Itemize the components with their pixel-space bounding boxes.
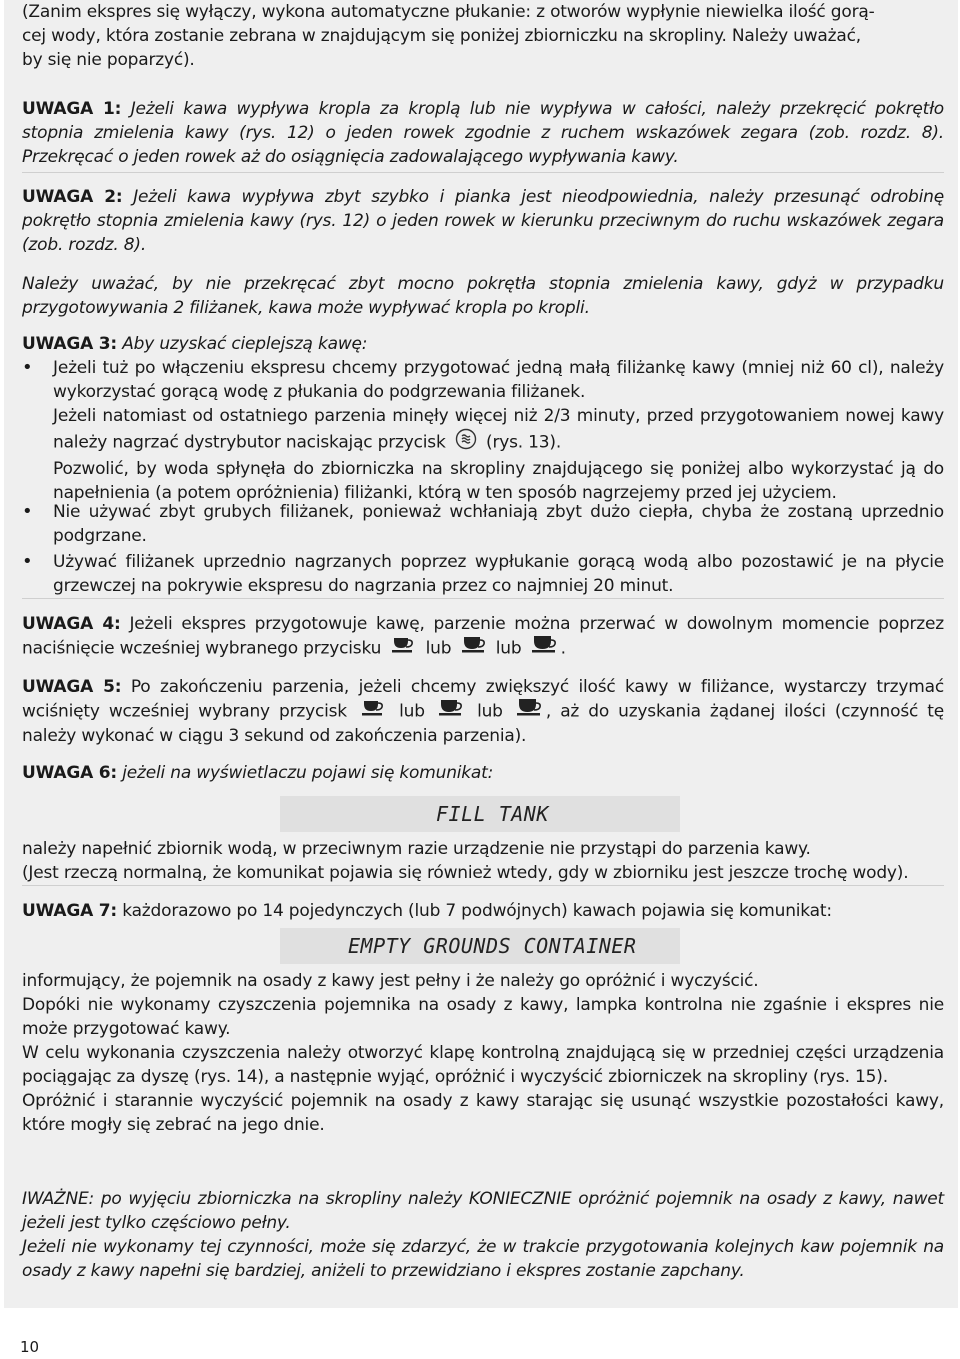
uwaga-5-paragraph xyxy=(22,675,944,748)
uwaga-5-or-1: lub xyxy=(399,701,425,722)
display-text: EMPTY GROUNDS CONTAINER xyxy=(348,934,637,958)
page-number: 10 xyxy=(20,1338,40,1356)
small-cup-icon xyxy=(360,699,386,724)
bullet-1-text-c: Pozwolić, by woda spłynęła do zbiorniczka na skropliny znajdującego się poniżej albo wykorzystać ją do napełnienia (a potem opróżnienia) filiżanki, którą w ten sposób nagrzejemy przed jej użyciem. xyxy=(53,459,944,503)
uwaga-5-text: Po zakończeniu parzenia, jeżeli chcemy zwiększyć ilość kawy w filiżance, wystarczy trzymać wciśnięty wcześniej wybrany przycisk xyxy=(22,677,944,722)
uwaga-2-label: UWAGA 2: xyxy=(22,187,123,207)
display-text: FILL TANK xyxy=(436,802,549,826)
uwaga-7-label: UWAGA 7: xyxy=(22,901,118,921)
uwaga-6-text-1: należy napełnić zbiornik wodą, w przeciwnym razie urządzenie nie przystąpi do parzenia kawy. xyxy=(22,839,811,859)
uwaga-1-label: UWAGA 1: xyxy=(22,99,122,119)
uwaga-7-p3: W celu wykonania czyszczenia należy otworzyć klapę kontrolną znajdującą się w przedniej części urządzenia pociągając za dyszę (rys. 14), a następnie wyjąć, opróżnić i wyczyścić zbiorniczek na skropliny (rys. 15). xyxy=(22,1043,944,1087)
uwaga-3-bullet-1 xyxy=(22,356,944,505)
separator xyxy=(22,172,944,173)
uwaga-4-or-2: lub xyxy=(495,638,522,659)
important-p2: Jeżeli nie wykonamy tej czynności, może się zdarzyć, że w trakcie przygotowania kolejnych kaw pojemnik na osady z kawy napełni się bardziej, aniżeli to przewidziano i ekspres zostanie zapchany. xyxy=(22,1237,944,1281)
uwaga-3-bullet-2 xyxy=(22,500,944,548)
large-cup-icon xyxy=(516,699,542,724)
bullet-1-text-b-post: (rys. 13). xyxy=(486,432,562,453)
uwaga-6-intro: jeżeli na wyświetlaczu pojawi się komunikat: xyxy=(122,763,494,783)
medium-cup-icon xyxy=(438,699,464,724)
uwaga-5-post: , aż do uzyskania żądanej ilości (czynność tę należy wykonać w ciągu 3 sekund od zakończenia parzenia). xyxy=(22,701,944,746)
uwaga-6-heading xyxy=(22,761,944,785)
uwaga-1-text: Jeżeli kawa wypływa kropla za kroplą lub nie wypływa w całości, należy przekręcić pokrętło stopnia zmielenia kawy (rys. 12) o jeden rowek zgodnie z ruchem wskazówek zegara (zob. rozdz. 8). Przekręcać o jeden rowek aż do osiągnięcia zadowalającego wypływania kawy. xyxy=(22,99,944,167)
bullet-1-text-a: Jeżeli tuż po włączeniu ekspresu chcemy przygotować jedną małą filiżankę kawy (mniej niż 60 cl), należy wykorzystać gorącą wodę z płukania do podgrzewania filiżanek. xyxy=(53,358,944,402)
display-message-fill-tank xyxy=(280,796,680,832)
uwaga-7-p2: Dopóki nie wykonamy czyszczenia pojemnika na osady z kawy, lampka kontrolna nie zgaśnie i ekspres nie może przygotować kawy. xyxy=(22,995,944,1039)
uwaga-4-paragraph xyxy=(22,612,944,661)
uwaga-4-text: Jeżeli ekspres przygotowuje kawę, parzenie można przerwać w dowolnym momencie poprzez naciśnięcie wcześniej wybranego przycisku xyxy=(22,614,944,659)
steam-button-icon xyxy=(455,428,477,457)
bullet-1-text-b-pre: Jeżeli natomiast od ostatniego parzenia minęły więcej niż 2/3 minuty, przed przygotowaniem nowej kawy należy nagrzać dystrybutor naciskając przycisk xyxy=(53,406,944,453)
uwaga-7-intro: każdorazowo po 14 pojedynczych (lub 7 podwójnych) kawach pojawia się komunikat: xyxy=(122,901,832,921)
uwaga-3-intro: Aby uzyskać cieplejszą kawę: xyxy=(122,334,368,354)
uwaga-5-label: UWAGA 5: xyxy=(22,677,122,697)
uwaga-2-text: Jeżeli kawa wypływa zbyt szybko i pianka jest nieodpowiednia, należy przesunąć odrobinę pokrętło stopnia zmielenia kawy (rys. 12) o jeden rowek w kierunku przeciwnym do ruchu wskazówek zegara (zob. rozdz. 8). xyxy=(22,187,944,255)
uwaga-4-label: UWAGA 4: xyxy=(22,614,121,634)
important-section xyxy=(22,1187,944,1283)
uwaga-6-text-2: (Jest rzeczą normalną, że komunikat pojawia się również wtedy, gdy w zbiorniku jest jeszcze trochę wody). xyxy=(22,863,909,883)
medium-cup-icon xyxy=(461,636,487,661)
uwaga-4-or-1: lub xyxy=(425,638,452,659)
uwaga-6-label: UWAGA 6: xyxy=(22,763,118,783)
bullet-2-text: Nie używać zbyt grubych filiżanek, ponieważ wchłaniają zbyt dużo ciepła, chyba że zostaną uprzednio podgrzane. xyxy=(53,502,944,546)
intro-line-3: by się nie poparzyć). xyxy=(22,50,195,70)
bullet-dot: • xyxy=(22,551,33,572)
bullet-dot: • xyxy=(22,501,33,522)
grind-note-text: Należy uważać, by nie przekręcać zbyt mocno pokrętła stopnia zmielenia kawy, gdyż w przypadku przygotowywania 2 filiżanek, kawa może wypływać kropla po kropli. xyxy=(22,274,944,318)
uwaga-3-heading xyxy=(22,332,944,356)
uwaga-7-heading xyxy=(22,899,944,923)
uwaga-5-or-2: lub xyxy=(477,701,503,722)
intro-paragraph xyxy=(22,0,944,72)
uwaga-7-p1: informujący, że pojemnik na osady z kawy jest pełny i że należy go opróżnić i wyczyścić. xyxy=(22,971,759,991)
uwaga-4-end: . xyxy=(560,638,566,659)
uwaga-2-paragraph xyxy=(22,185,944,257)
intro-line-2: cej wody, która zostanie zebrana w znajdującym się poniżej zbiorniczku na skropliny. Należy uważać, xyxy=(22,26,861,46)
separator xyxy=(22,598,944,599)
uwaga-3-label: UWAGA 3: xyxy=(22,334,118,354)
uwaga-1-paragraph xyxy=(22,97,944,169)
uwaga-3-bullet-3 xyxy=(22,550,944,598)
separator xyxy=(22,885,944,886)
large-cup-icon xyxy=(531,636,557,661)
intro-line-1: (Zanim ekspres się wyłączy, wykona automatyczne płukanie: z otworów wypłynie niewielka ilość gorą- xyxy=(22,2,875,22)
bullet-dot: • xyxy=(22,357,33,378)
small-cup-icon xyxy=(390,636,416,661)
important-p1: IWAŻNE: po wyjęciu zbiorniczka na skropliny należy KONIECZNIE opróżnić pojemnik na osady z kawy, nawet jeżeli jest tylko częściowo pełny. xyxy=(22,1189,944,1233)
uwaga-7-body xyxy=(22,969,944,1137)
grind-note-paragraph xyxy=(22,272,944,320)
bullet-3-text: Używać filiżanek uprzednio nagrzanych poprzez wypłukanie gorącą wodą albo pozostawić je na płycie grzewczej na pokrywie ekspresu do nagrzania przez co najmniej 20 minut. xyxy=(53,552,944,596)
uwaga-6-text xyxy=(22,837,944,885)
display-message-empty-grounds xyxy=(280,928,680,964)
uwaga-7-p4: Opróżnić i starannie wyczyścić pojemnik na osady z kawy starając się usunąć wszystkie pozostałości kawy, które mogły się zebrać na jego dnie. xyxy=(22,1091,944,1135)
bullet-1-text-b xyxy=(53,404,944,457)
